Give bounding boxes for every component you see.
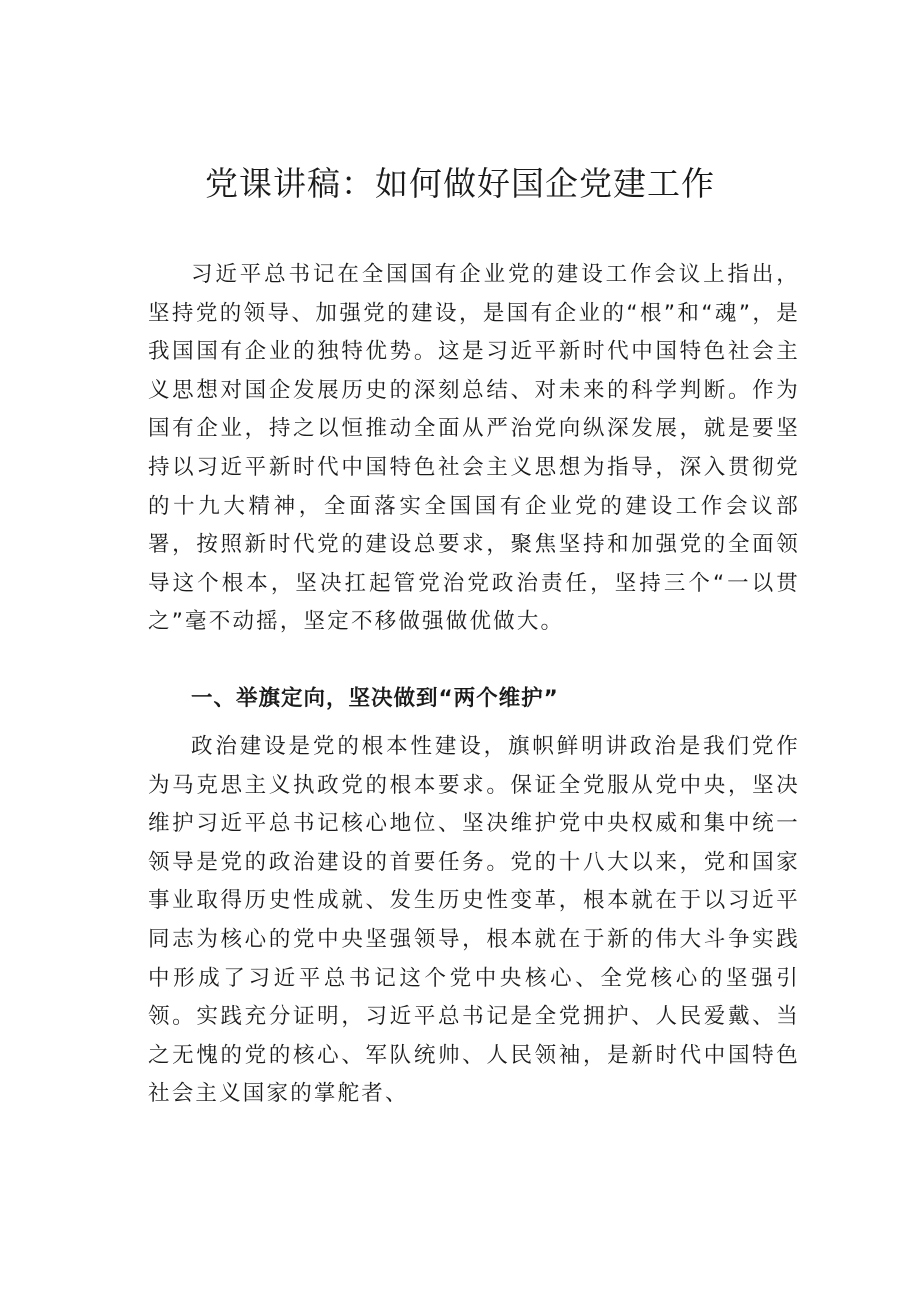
intro-paragraph: 习近平总书记在全国国有企业党的建设工作会议上指出，坚持党的领导、加强党的建设，是国有企业的“根”和“魂”，是我国国有企业的独特优势。这是习近平新时代中国特色社会主义思想对国企发展历史的深刻总结、对未来的科学判断。作为国有企业，持之以恒推动全面从严治党向纵深发展，就是要坚持以习近平新时代中国特色社会主义思想为指导，深入贯彻党的十九大精神，全面落实全国国有企业党的建设工作会议部署，按照新时代党的建设总要求，聚焦坚持和加强党的全面领导这个根本，坚决扛起管党治党政治责任，坚持三个“一以贯之”毫不动摇，坚定不移做强做优做大。 bbox=[148, 262, 800, 635]
section-heading-1: 一、举旗定向，坚决做到“两个维护” bbox=[191, 686, 559, 711]
document-title: 党课讲稿：如何做好国企党建工作 bbox=[205, 164, 715, 203]
section-1-paragraph: 政治建设是党的根本性建设，旗帜鲜明讲政治是我们党作为马克思主义执政党的根本要求。保证全党服从党中央，坚决维护习近平总书记核心地位、坚决维护党中央权威和集中统一领导是党的政治建设的首要任务。党的十八大以来，党和国家事业取得历史性成就、发生历史性变革，根本就在于以习近平同志为核心的党中央坚强领导，根本就在于新的伟大斗争实践中形成了习近平总书记这个党中央核心、全党核心的坚强引领。实践充分证明，习近平总书记是全党拥护、人民爱戴、当之无愧的党的核心、军队统帅、人民领袖，是新时代中国特色社会主义国家的掌舵者、 bbox=[148, 734, 800, 1107]
